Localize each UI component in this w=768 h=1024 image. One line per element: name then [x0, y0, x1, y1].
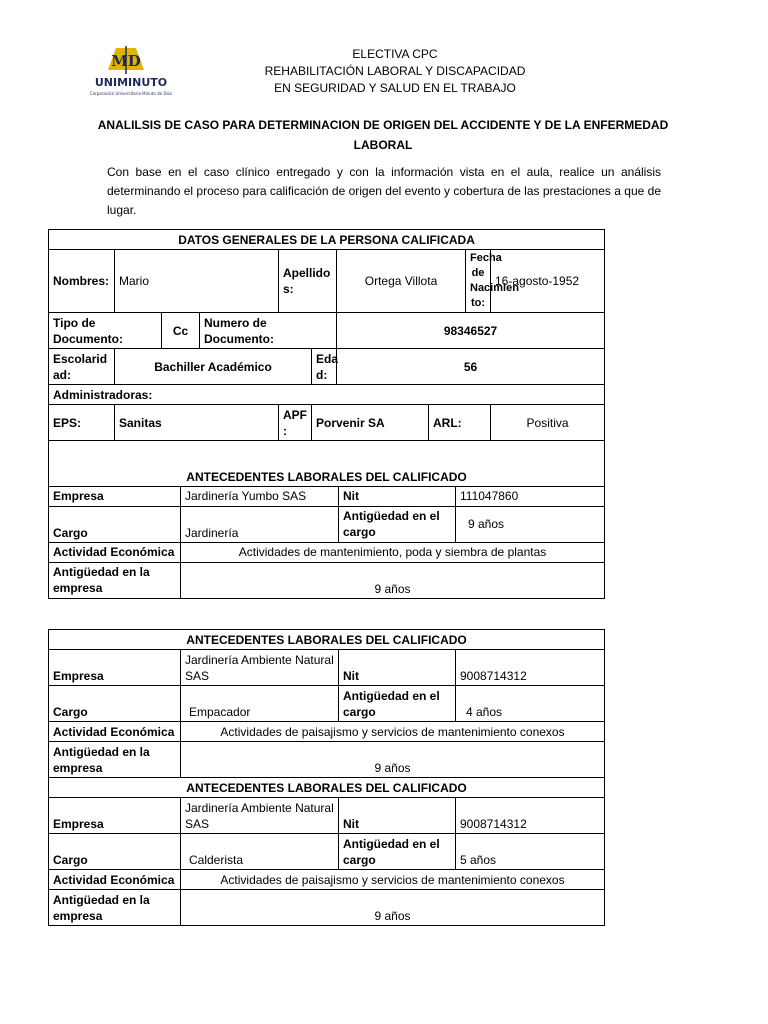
labor-heading-1: ANTECEDENTES LABORALES DEL CALIFICADO — [49, 432, 605, 486]
fecha-value: 16-agosto-1952 — [491, 250, 605, 313]
eps-label: EPS: — [49, 405, 115, 441]
header-line-2: REHABILITACIÓN LABORAL Y DISCAPACIDAD — [264, 64, 526, 78]
title-line-1: ANALILSIS DE CASO PARA DETERMINACION DE ORIGEN DEL ACCIDENTE Y DE LA ENFERMEDAD — [97, 118, 669, 132]
numero-doc-label: Numero de Documento: — [200, 313, 337, 349]
nit-value: 9008714312 — [456, 650, 605, 686]
cargo-label: Cargo — [49, 686, 181, 722]
empresa-label: Empresa — [49, 798, 181, 834]
actividad-value: Actividades de mantenimiento, poda y siembra de plantas — [181, 542, 605, 562]
antig-cargo-label: Antigüedad en el cargo — [339, 834, 456, 870]
intro-paragraph: Con base en el caso clínico entregado y con la información vista en el aula, realice un análisis determinando el proceso para calificación de origen del evento y cobertura de las prestaciones a que de lugar. — [107, 165, 661, 217]
logo-name: UNIMINUTO — [94, 76, 168, 89]
labor-heading-2: ANTECEDENTES LABORALES DEL CALIFICADO — [49, 630, 605, 650]
eps-value: Sanitas — [115, 405, 279, 441]
tipo-doc-value: Cc — [162, 313, 200, 349]
nit-label: Nit — [339, 798, 456, 834]
actividad-value: Actividades de paisajismo y servicios de mantenimiento conexos — [181, 870, 605, 890]
document-header — [200, 46, 590, 97]
header-line-1: ELECTIVA CPC — [352, 47, 438, 61]
fecha-label: Fecha de Nacimien to: — [466, 250, 491, 313]
document-title — [96, 115, 670, 155]
apellidos-value: Ortega Villota — [337, 250, 466, 313]
empresa-value: Jardinería Ambiente Natural SAS — [181, 650, 339, 686]
nit-value: 111047860 — [456, 486, 605, 506]
general-heading: DATOS GENERALES DE LA PERSONA CALIFICADA — [49, 230, 605, 250]
actividad-value: Actividades de paisajismo y servicios de mantenimiento conexos — [181, 722, 605, 742]
uniminuto-logo — [86, 44, 176, 98]
cargo-value: Jardinería — [181, 506, 339, 542]
nombres-label: Nombres: — [49, 250, 115, 313]
antig-empresa-value: 9 años — [181, 562, 605, 598]
apf-label: APF : — [279, 405, 312, 441]
edad-value: 56 — [337, 349, 605, 385]
logo-initials: MD — [111, 52, 141, 70]
antig-cargo-value: 5 años — [456, 834, 605, 870]
title-line-2: LABORAL — [353, 138, 413, 152]
actividad-label: Actividad Económica — [49, 542, 181, 562]
antig-empresa-value: 9 años — [181, 742, 605, 778]
logo-tagline: Corporación Universitaria Minuto de Dios — [89, 91, 173, 96]
antig-empresa-label: Antigüedad en la empresa — [49, 562, 181, 598]
nit-label: Nit — [339, 486, 456, 506]
nit-value: 9008714312 — [456, 798, 605, 834]
empresa-label: Empresa — [49, 486, 181, 506]
antig-empresa-label: Antigüedad en la empresa — [49, 890, 181, 926]
empresa-value: Jardinería Yumbo SAS — [181, 486, 339, 506]
numero-doc-value: 98346527 — [337, 313, 605, 349]
administradoras-label: Administradoras: — [49, 385, 605, 405]
antig-cargo-label: Antigüedad en el cargo — [339, 506, 456, 542]
antig-empresa-value: 9 años — [181, 890, 605, 926]
tipo-doc-label: Tipo de Documento: — [49, 313, 162, 349]
labor-heading-3: ANTECEDENTES LABORALES DEL CALIFICADO — [49, 778, 605, 798]
labor-history-table-2 — [48, 629, 605, 926]
empresa-value: Jardinería Ambiente Natural SAS — [181, 798, 339, 834]
actividad-label: Actividad Económica — [49, 722, 181, 742]
antig-cargo-value: 4 años — [456, 686, 605, 722]
labor-history-table-1 — [48, 432, 605, 599]
arl-value: Positiva — [491, 405, 605, 441]
escolaridad-label: Escolarid ad: — [49, 349, 115, 385]
cargo-label: Cargo — [49, 834, 181, 870]
antig-cargo-value: 9 años — [456, 506, 605, 542]
actividad-label: Actividad Económica — [49, 870, 181, 890]
antig-cargo-label: Antigüedad en el cargo — [339, 686, 456, 722]
nombres-value: Mario — [115, 250, 279, 313]
antig-empresa-label: Antigüedad en la empresa — [49, 742, 181, 778]
escolaridad-value: Bachiller Académico — [115, 349, 312, 385]
cargo-value: Empacador — [181, 686, 339, 722]
logo-mark-icon — [86, 44, 176, 98]
cargo-label: Cargo — [49, 506, 181, 542]
empresa-label: Empresa — [49, 650, 181, 686]
apf-value: Porvenir SA — [312, 405, 429, 441]
arl-label: ARL: — [429, 405, 491, 441]
apellidos-label: Apellido s: — [279, 250, 337, 313]
general-data-table — [48, 229, 605, 441]
edad-label: Eda d: — [312, 349, 337, 385]
header-line-3: EN SEGURIDAD Y SALUD EN EL TRABAJO — [274, 81, 516, 95]
nit-label: Nit — [339, 650, 456, 686]
cargo-value: Calderista — [181, 834, 339, 870]
